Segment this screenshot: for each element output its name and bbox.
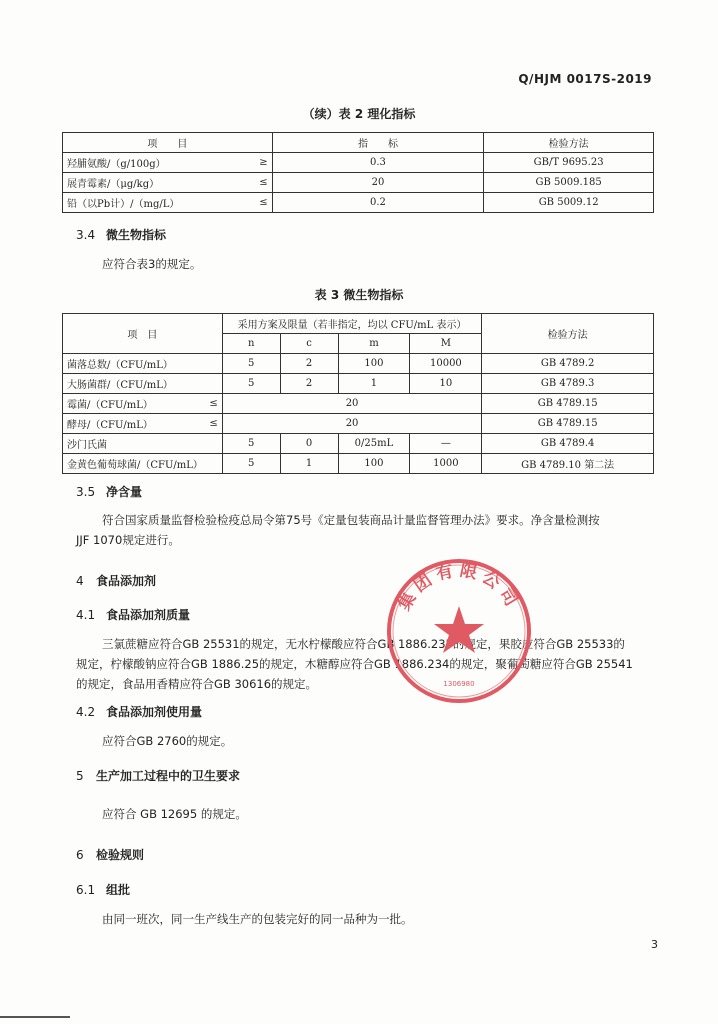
page-number: 3	[651, 938, 658, 951]
section-4-1-heading	[76, 606, 190, 623]
item-name: 菌落总数/（CFU/mL）	[63, 354, 223, 374]
cell-n: 5	[222, 374, 280, 394]
section-3-5-line-2: JJF 1070规定进行。	[76, 533, 180, 547]
table-row	[63, 414, 654, 434]
table2-header-item: 项 目	[63, 133, 273, 153]
test-method: GB 4789.15	[482, 414, 654, 434]
standard-code: Q/HJM 0017S-2019	[518, 72, 652, 86]
table3	[62, 313, 654, 474]
section-4-heading	[76, 572, 156, 589]
section-3-5-heading	[76, 483, 142, 500]
item-name: 酵母/（CFU/mL）	[67, 420, 153, 431]
table-row	[63, 173, 654, 193]
cell-c: 0	[280, 434, 338, 454]
section-title: 组批	[106, 883, 131, 897]
section-number: 6	[76, 848, 84, 862]
test-method: GB 4789.15	[482, 394, 654, 414]
cell-n: 5	[222, 454, 280, 474]
cell-M: 10	[410, 374, 482, 394]
subheader-n: n	[222, 334, 280, 354]
test-method: GB 5009.12	[484, 193, 654, 213]
section-title: 检验规则	[96, 848, 145, 862]
subheader-c: c	[280, 334, 338, 354]
section-4-1-line-2: 规定，柠檬酸钠应符合GB 1886.25的规定，木糖醇应符合GB 1886.234的规定，聚葡萄糖应符合GB 25541	[76, 657, 633, 671]
table-row	[63, 454, 654, 474]
table2-header-method: 检验方法	[484, 133, 654, 153]
section-title: 食品添加剂质量	[106, 608, 191, 622]
cell-n: 5	[222, 354, 280, 374]
comparison-symbol: ≤	[209, 418, 218, 429]
section-5-text: 应符合 GB 12695 的规定。	[102, 807, 247, 821]
section-4-2-heading	[76, 703, 202, 720]
section-number: 6.1	[76, 883, 96, 897]
table-row	[63, 153, 654, 173]
section-number: 5	[76, 769, 84, 783]
item-name: 沙门氏菌	[63, 434, 223, 454]
cell-M: 10000	[410, 354, 482, 374]
limit-value: 0.2	[272, 193, 484, 213]
section-5-heading	[76, 767, 240, 784]
test-method: GB 5009.185	[484, 173, 654, 193]
merged-limit: 20	[222, 414, 482, 434]
section-number: 3.5	[76, 485, 96, 499]
cell-c: 2	[280, 374, 338, 394]
section-number: 4.2	[76, 705, 96, 719]
table-row	[63, 434, 654, 454]
table-row	[63, 374, 654, 394]
cell-n: 5	[222, 434, 280, 454]
section-3-4-heading	[76, 226, 166, 243]
cell-c: 1	[280, 454, 338, 474]
section-title: 净含量	[106, 485, 143, 499]
section-title: 食品添加剂使用量	[106, 705, 203, 719]
limit-value: 0.3	[272, 153, 484, 173]
section-number: 3.4	[76, 228, 96, 242]
test-method: GB 4789.2	[482, 354, 654, 374]
limit-value: 20	[272, 173, 484, 193]
table2-header-value: 指 标	[272, 133, 484, 153]
company-seal-icon	[384, 556, 534, 706]
merged-limit: 20	[222, 394, 482, 414]
section-3-5-line-1: 符合国家质量监督检验检疫总局令第75号《定量包装商品计量监督管理办法》要求。净含量检测按	[102, 513, 600, 527]
item-name: 金黄色葡萄球菌/（CFU/mL）	[63, 454, 223, 474]
table-row	[63, 394, 654, 414]
test-method: GB 4789.3	[482, 374, 654, 394]
section-number: 4.1	[76, 608, 96, 622]
seal-code: 1306980	[443, 680, 475, 688]
section-4-1-line-1: 三氯蔗糖应符合GB 25531的规定，无水柠檬酸应符合GB 1886.235的规定，果胶应符合GB 25533的	[102, 637, 625, 651]
comparison-symbol: ≤	[259, 197, 268, 208]
cell-c: 2	[280, 354, 338, 374]
table2-header-row	[63, 133, 654, 153]
cell-m: 100	[338, 454, 410, 474]
seal-star	[434, 606, 484, 653]
cell-M: 1000	[410, 454, 482, 474]
table3-header-plan: 采用方案及限量（若非指定，均以 CFU/mL 表示）	[222, 314, 482, 334]
item-name: 霉菌/（CFU/mL）	[67, 400, 153, 411]
cell-m: 0/25mL	[338, 434, 410, 454]
table2	[62, 132, 654, 213]
cell-m: 100	[338, 354, 410, 374]
subheader-m: m	[338, 334, 410, 354]
section-title: 生产加工过程中的卫生要求	[96, 769, 241, 783]
cell-m: 1	[338, 374, 410, 394]
table-row	[63, 354, 654, 374]
section-title: 食品添加剂	[96, 574, 157, 588]
section-4-2-text: 应符合GB 2760的规定。	[102, 734, 233, 748]
footer-divider	[0, 1016, 70, 1018]
seal-text-path: 集团有限公司	[394, 560, 524, 615]
test-method: GB/T 9695.23	[484, 153, 654, 173]
table2-caption: （续）表 2 理化指标	[302, 107, 416, 121]
item-name: 铅（以Pb计）/（mg/L）	[67, 199, 180, 210]
item-name: 大肠菌群/（CFU/mL）	[63, 374, 223, 394]
table3-header-item: 项 目	[63, 314, 223, 354]
cell-M: —	[410, 434, 482, 454]
comparison-symbol: ≤	[259, 177, 268, 188]
section-3-4-text: 应符合表3的规定。	[102, 257, 202, 271]
section-4-1-line-3: 的规定，食品用香精应符合GB 30616的规定。	[76, 677, 318, 691]
table3-header-method: 检验方法	[482, 314, 654, 354]
section-6-heading	[76, 846, 144, 863]
seal-text	[394, 559, 524, 614]
table3-header-row	[63, 314, 654, 334]
subheader-M: M	[410, 334, 482, 354]
comparison-symbol: ≤	[209, 398, 218, 409]
table-row	[63, 193, 654, 213]
comparison-symbol: ≥	[259, 157, 268, 168]
section-number: 4	[76, 574, 84, 588]
test-method: GB 4789.4	[482, 434, 654, 454]
section-title: 微生物指标	[106, 228, 167, 242]
section-6-1-heading	[76, 881, 130, 898]
section-6-1-text: 由同一班次，同一生产线生产的包装完好的同一品种为一批。	[102, 912, 413, 926]
test-method: GB 4789.10 第二法	[482, 454, 654, 474]
item-name: 羟脯氨酸/（g/100g）	[67, 159, 166, 170]
table3-caption: 表 3 微生物指标	[314, 288, 404, 302]
item-name: 展青霉素/（μg/kg）	[67, 179, 160, 190]
